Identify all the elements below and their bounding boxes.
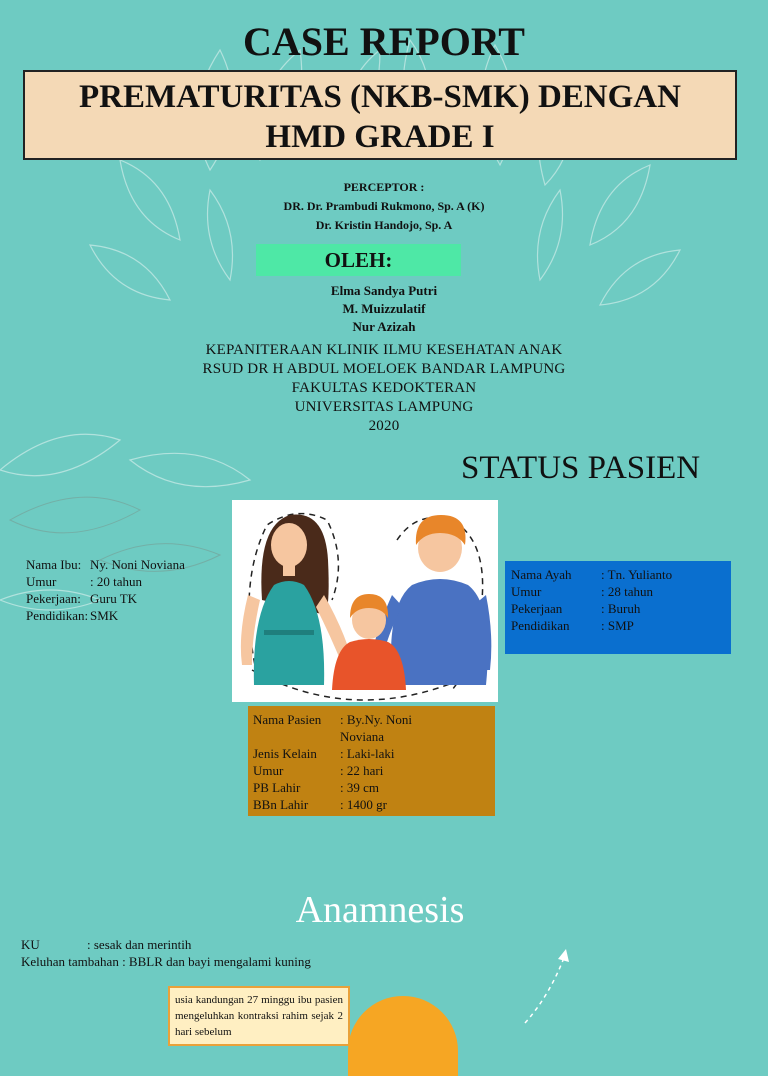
patient-value: : By.Ny. Noni [340, 712, 412, 727]
ku-value: : sesak dan merintih [87, 937, 192, 952]
patient-label [253, 728, 340, 745]
father-value: : Tn. Yulianto [601, 567, 673, 582]
patient-value: : 39 cm [340, 780, 379, 795]
mother-label: Pekerjaan: [26, 591, 81, 606]
mother-label: Umur [26, 574, 57, 589]
preceptor-name: DR. Dr. Prambudi Rukmono, Sp. A (K) [283, 199, 485, 213]
patient-value: : 1400 gr [340, 797, 387, 812]
institution-line: RSUD DR H ABDUL MOELOEK BANDAR LAMPUNG [202, 361, 566, 377]
case-title-line-1: PREMATURITAS (NKB-SMK) DENGAN [79, 79, 681, 115]
father-label: Pekerjaan [511, 601, 563, 616]
ku-row [21, 936, 191, 953]
author-name: Elma Sandya Putri [330, 283, 438, 298]
preceptor-label: PERCEPTOR : [343, 180, 425, 194]
oleh-label: OLEH: [256, 244, 461, 276]
preceptor-name: Dr. Kristin Handojo, Sp. A [315, 218, 453, 232]
mother-value: Guru TK [90, 591, 138, 606]
page-title: CASE REPORT [243, 19, 525, 64]
institution-year: 2020 [368, 418, 400, 434]
patient-label: Umur [253, 763, 284, 778]
patient-label: BBn Lahir [253, 797, 309, 812]
father-value: : 28 tahun [601, 584, 653, 599]
mother-info [26, 556, 185, 624]
father-value: : Buruh [601, 601, 641, 616]
history-box: usia kandungan 27 minggu ibu pasien mengeluhkan kontraksi rahim sejak 2 hari sebelum [168, 986, 350, 1046]
status-pasien-heading: STATUS PASIEN [461, 450, 701, 486]
patient-label: PB Lahir [253, 780, 301, 795]
author-name: Nur Azizah [352, 319, 416, 334]
father-label: Pendidikan [511, 618, 570, 633]
father-value: : SMP [601, 618, 634, 633]
anamnesis-heading: Anamnesis [295, 889, 465, 931]
author-list [0, 282, 768, 336]
keluhan-tambahan: Keluhan tambahan : BBLR dan bayi mengalami kuning [21, 954, 311, 969]
patient-value: : 22 hari [340, 763, 384, 778]
mother-label: Nama Ibu: [26, 557, 82, 572]
mother-value: SMK [90, 608, 119, 623]
patient-info [248, 706, 495, 816]
father-label: Nama Ayah [511, 567, 572, 582]
institution-block [0, 341, 768, 436]
family-illustration [232, 500, 498, 702]
mother-value: : 20 tahun [90, 574, 142, 589]
mother-value: Ny. Noni Noviana [90, 557, 185, 572]
mother-label: Pendidikan: [26, 608, 89, 623]
case-title-box [23, 70, 737, 160]
ku-label: KU [21, 937, 40, 952]
arrow-up-icon [520, 945, 580, 1025]
father-label: Umur [511, 584, 542, 599]
institution-line: KEPANITERAAN KLINIK ILMU KESEHATAN ANAK [205, 342, 563, 358]
patient-label: Jenis Kelain [253, 746, 317, 761]
father-info [505, 561, 731, 654]
institution-line: UNIVERSITAS LAMPUNG [294, 399, 474, 415]
preceptor-block [0, 178, 768, 235]
patient-value: Noviana [340, 729, 385, 744]
case-title-line-2: HMD GRADE I [265, 119, 495, 155]
institution-line: FAKULTAS KEDOKTERAN [291, 380, 477, 396]
patient-label: Nama Pasien [253, 712, 322, 727]
patient-value: : Laki-laki [340, 746, 395, 761]
author-name: M. Muizzulatif [342, 301, 426, 316]
